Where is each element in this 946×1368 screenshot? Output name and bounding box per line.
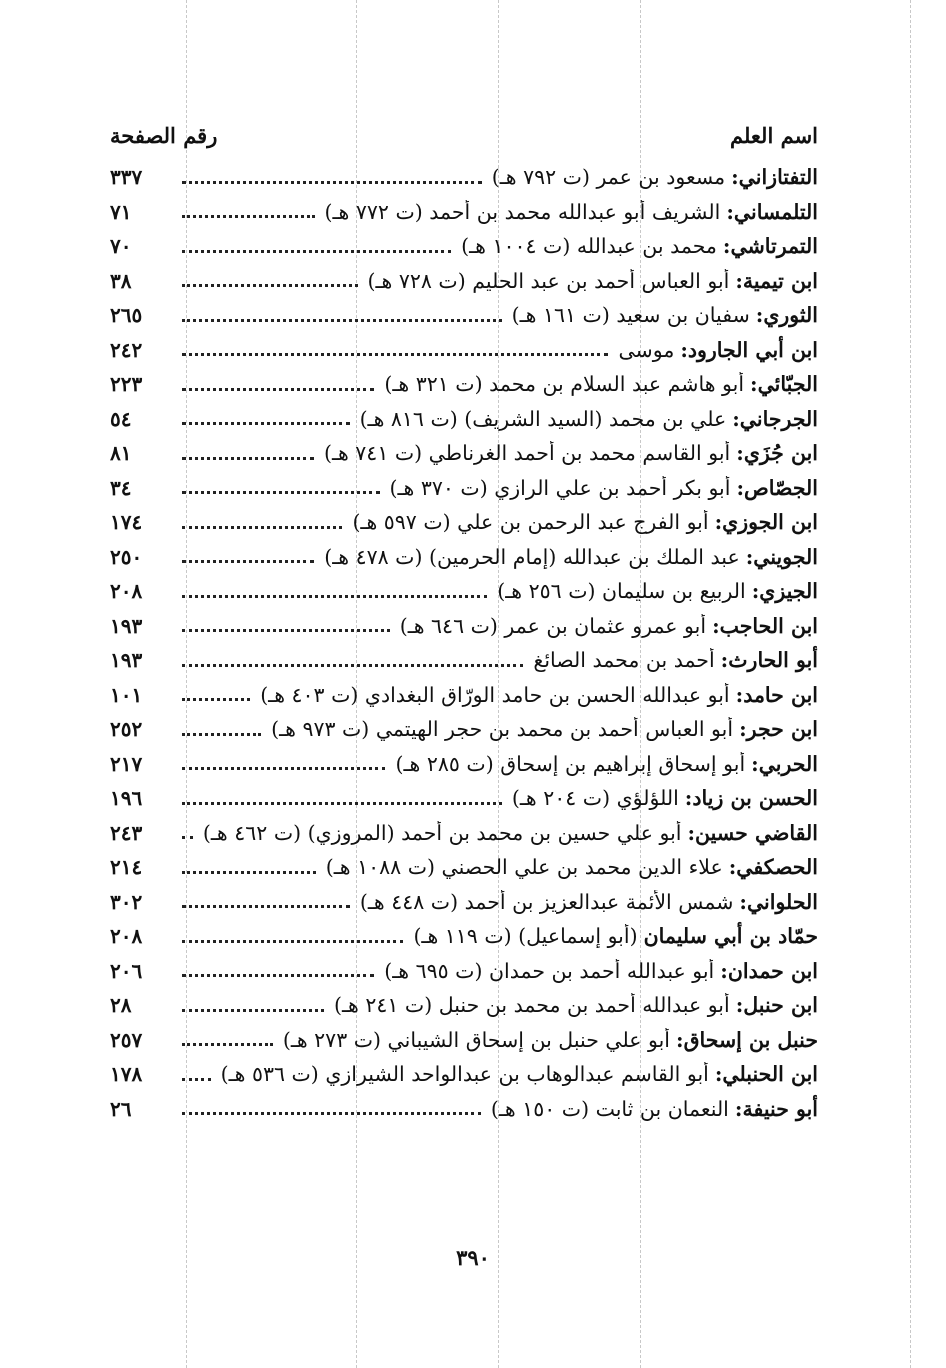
entry-page-number: ٧٠ (110, 234, 132, 259)
index-entry (110, 195, 818, 230)
entry-name: ابن حامد: (735, 682, 818, 707)
index-entry (110, 505, 818, 540)
dot-leader (182, 353, 608, 356)
entry-page-number: ٢٦٥ (110, 303, 143, 328)
index-entry (110, 712, 818, 747)
dot-leader (182, 664, 523, 667)
dot-leader (182, 491, 380, 494)
entry-detail: أبو عبدالله الحسن بن حامد الورّاق البغدادي (ت ٤٠٣ هـ) (260, 682, 730, 707)
dot-leader (182, 284, 358, 287)
index-entry (110, 919, 818, 954)
index-entry (110, 609, 818, 644)
index-entry (110, 540, 818, 575)
entry-page-number: ٢٠٨ (110, 579, 143, 604)
dot-leader (182, 629, 390, 632)
index-header (110, 118, 818, 152)
index-entry (110, 678, 818, 713)
entry-detail: أبو علي حسين بن محمد بن أحمد (المروزي) (ت ٤٦٢ هـ) (202, 820, 682, 845)
dot-leader (182, 905, 350, 908)
entry-detail: أبو العباس أحمد بن عبد الحليم (ت ٧٢٨ هـ) (367, 268, 730, 293)
dot-leader (182, 560, 314, 563)
index-entry (110, 298, 818, 333)
entry-page-number: ٢٢٣ (110, 372, 143, 397)
entry-detail: الشريف أبو عبدالله محمد بن أحمد (ت ٧٧٢ هـ) (324, 199, 721, 224)
entry-detail: أبو عبدالله أحمد بن محمد بن حنبل (ت ٢٤١ هـ) (334, 993, 730, 1018)
index-entry (110, 367, 818, 402)
entry-name: ابن تيمية: (735, 268, 818, 293)
dot-leader (182, 1043, 273, 1046)
index-entry (110, 1057, 818, 1092)
dot-leader (182, 1112, 481, 1115)
entry-page-number: ٢٨ (110, 993, 132, 1018)
index-entry (110, 781, 818, 816)
entry-name: الجويني: (745, 544, 818, 569)
dot-leader (182, 457, 314, 460)
entry-detail: علي بن محمد (السيد الشريف) (ت ٨١٦ هـ) (359, 406, 727, 431)
entry-page-number: ١٧٨ (110, 1062, 143, 1087)
entry-name: الجرجاني: (732, 406, 818, 431)
entry-page-number: ٨١ (110, 441, 132, 466)
index-entry (110, 436, 818, 471)
entry-name: الجبّائي: (750, 372, 818, 397)
index-entry (110, 816, 818, 851)
entry-page-number: ٢٠٨ (110, 924, 143, 949)
entry-detail: (أبو إسماعيل) (ت ١١٩ هـ) (413, 924, 638, 949)
index-entry (110, 747, 818, 782)
entry-page-number: ٢٥٧ (110, 1027, 143, 1052)
dot-leader (182, 767, 385, 770)
dot-leader (182, 940, 403, 943)
dot-leader (182, 215, 315, 218)
entry-page-number: ١٩٦ (110, 786, 143, 811)
dot-leader (182, 1078, 211, 1081)
entry-name: ابن حنبل: (735, 993, 818, 1018)
index-entry (110, 264, 818, 299)
entry-name: حنبل بن إسحاق: (676, 1027, 818, 1052)
entry-page-number: ١٧٤ (110, 510, 143, 535)
entry-page-number: ٣٠٢ (110, 889, 143, 914)
entry-detail: النعمان بن ثابت (ت ١٥٠ هـ) (490, 1096, 729, 1121)
page-number: ٣٩٠ (456, 1245, 490, 1270)
entry-page-number: ٢١٧ (110, 751, 143, 776)
scan-guide-line (910, 0, 911, 1368)
entry-name: الجيزي: (751, 579, 818, 604)
dot-leader (182, 836, 193, 839)
entry-detail: محمد بن عبدالله (ت ١٠٠٤ هـ) (461, 234, 717, 259)
entry-name: الحلواني: (739, 889, 818, 914)
index-entry (110, 1023, 818, 1058)
dot-leader (182, 1009, 324, 1012)
entry-detail: موسى (618, 337, 675, 362)
index-entry (110, 988, 818, 1023)
index-entry (110, 954, 818, 989)
index-entry (110, 333, 818, 368)
index-entry (110, 574, 818, 609)
entry-detail: أبو هاشم عبد السلام بن محمد (ت ٣٢١ هـ) (384, 372, 745, 397)
entry-name: القاضي حسين: (687, 820, 818, 845)
entry-detail: أبو عبدالله أحمد بن حمدان (ت ٦٩٥ هـ) (384, 958, 715, 983)
entry-page-number: ٥٤ (110, 406, 132, 431)
entry-name: ابن جُزَي: (736, 441, 818, 466)
entry-detail: أبو القاسم عبدالوهاب بن عبدالواحد الشيرازي (ت ٥٣٦ هـ) (220, 1062, 709, 1087)
dot-leader (182, 871, 316, 874)
entry-name: التفتازاني: (731, 165, 818, 190)
index-entry (110, 850, 818, 885)
entry-detail: الربيع بن سليمان (ت ٢٥٦ هـ) (497, 579, 746, 604)
entry-name: التمرتاشي: (722, 234, 818, 259)
entry-name: ابن حمدان: (720, 958, 818, 983)
index-entry (110, 402, 818, 437)
index-entry (110, 471, 818, 506)
entry-detail: مسعود بن عمر (ت ٧٩٢ هـ) (491, 165, 726, 190)
entry-name: ابن حجر: (739, 717, 818, 742)
dot-leader (182, 526, 342, 529)
dot-leader (182, 974, 374, 977)
dot-leader (182, 250, 451, 253)
entry-page-number: ٢٦ (110, 1096, 132, 1121)
entry-name: ابن الحنبلي: (714, 1062, 818, 1087)
entry-name: الثوري: (755, 303, 818, 328)
index-entry (110, 643, 818, 678)
entry-detail: أبو القاسم محمد بن أحمد الغرناطي (ت ٧٤١ هـ) (323, 441, 731, 466)
dot-leader (182, 698, 250, 701)
entry-detail: أبو الفرج عبد الرحمن بن علي (ت ٥٩٧ هـ) (352, 510, 709, 535)
index-entry (110, 160, 818, 195)
entry-page-number: ١٠١ (110, 682, 143, 707)
entry-detail: أبو علي حنبل بن إسحاق الشيباني (ت ٢٧٣ هـ) (282, 1027, 671, 1052)
entry-detail: أحمد بن محمد الصائغ (533, 648, 715, 673)
entry-detail: أبو إسحاق إبراهيم بن إسحاق (ت ٢٨٥ هـ) (395, 751, 746, 776)
entry-page-number: ٢٤٢ (110, 337, 143, 362)
entry-name: الحسن بن زياد: (684, 786, 818, 811)
entry-name: أبو الحارث: (720, 648, 818, 673)
entry-name: التلمساني: (726, 199, 818, 224)
entry-detail: أبو عمرو عثمان بن عمر (ت ٦٤٦ هـ) (399, 613, 707, 638)
entry-page-number: ٢٥٠ (110, 544, 143, 569)
entry-detail: أبو بكر أحمد بن علي الرازي (ت ٣٧٠ هـ) (389, 475, 731, 500)
dot-leader (182, 422, 350, 425)
entry-page-number: ٢٥٢ (110, 717, 143, 742)
names-index-list (110, 160, 818, 1126)
entry-name: ابن الجوزي: (714, 510, 818, 535)
entry-page-number: ٣٤ (110, 475, 132, 500)
dot-leader (182, 388, 374, 391)
entry-detail: أبو العباس أحمد بن محمد بن حجر الهيتمي (ت ٩٧٣ هـ) (271, 717, 734, 742)
entry-name: ابن الحاجب: (712, 613, 818, 638)
entry-name: ابن أبي الجارود: (680, 337, 818, 362)
dot-leader (182, 733, 261, 736)
entry-page-number: ٣٨ (110, 268, 132, 293)
entry-page-number: ٢٠٦ (110, 958, 143, 983)
entry-detail: سفيان بن سعيد (ت ١٦١ هـ) (511, 303, 750, 328)
index-entry (110, 1092, 818, 1127)
page-column-heading: رقم الصفحة (110, 122, 218, 148)
entry-page-number: ٢٤٣ (110, 820, 143, 845)
dot-leader (182, 802, 502, 805)
entry-page-number: ٢١٤ (110, 855, 143, 880)
entry-detail: اللؤلؤي (ت ٢٠٤ هـ) (511, 786, 679, 811)
index-entry (110, 229, 818, 264)
entry-name: حمّاد بن أبي سليمان (643, 924, 818, 949)
entry-name: الحصكفي: (728, 855, 818, 880)
entry-page-number: ٣٣٧ (110, 165, 143, 190)
dot-leader (182, 319, 502, 322)
dot-leader (182, 595, 487, 598)
name-column-heading: اسم العلم (729, 122, 818, 148)
entry-page-number: ١٩٣ (110, 613, 143, 638)
entry-detail: شمس الأئمة عبدالعزيز بن أحمد (ت ٤٤٨ هـ) (359, 889, 734, 914)
entry-name: الحربي: (751, 751, 818, 776)
entry-name: الجصّاص: (736, 475, 818, 500)
entry-detail: علاء الدين محمد بن علي الحصني (ت ١٠٨٨ هـ) (325, 855, 723, 880)
index-entry (110, 885, 818, 920)
dot-leader (182, 181, 482, 184)
entry-detail: عبد الملك بن عبدالله (إمام الحرمين) (ت ٤٧٨ هـ) (324, 544, 740, 569)
entry-page-number: ٧١ (110, 199, 132, 224)
entry-page-number: ١٩٣ (110, 648, 143, 673)
entry-name: أبو حنيفة: (734, 1096, 818, 1121)
